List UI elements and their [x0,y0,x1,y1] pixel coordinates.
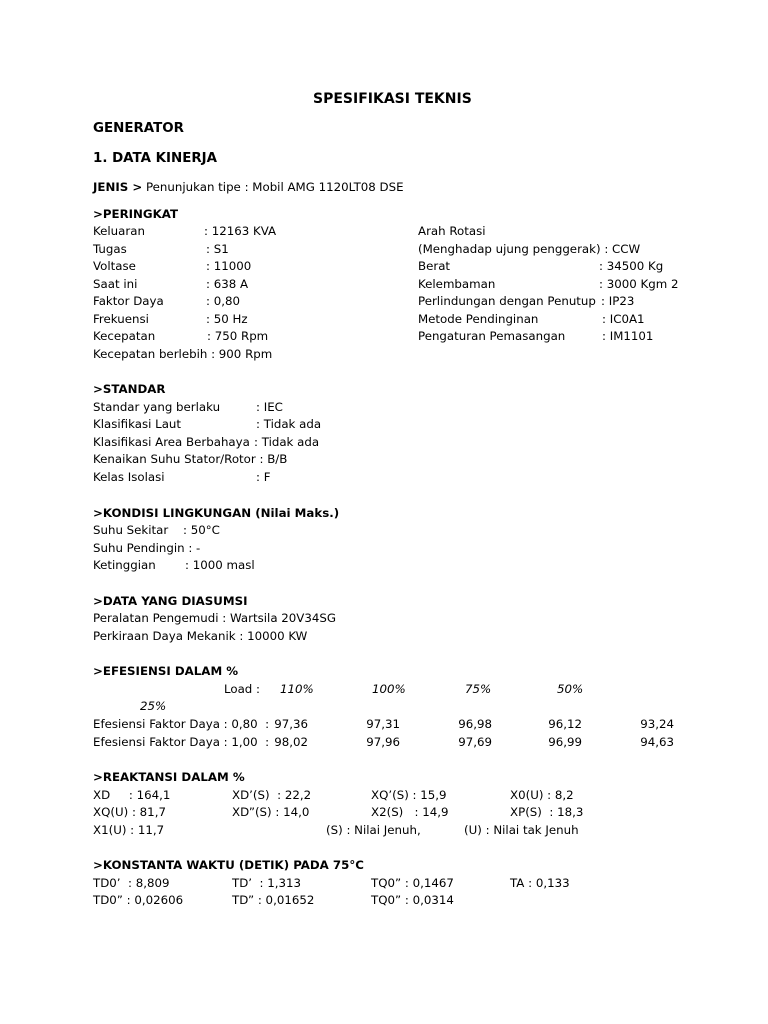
reaktansi-item: XD”(S) : 14,0 [232,805,310,819]
peringkat-right-label: Metode Pendinginan [418,312,539,326]
standar-label: Standar yang berlaku [93,400,221,414]
efisiensi-value: 97,96 [366,735,400,749]
diasumsi-row: Peralatan Pengemudi : Wartsila 20V34SG [93,611,337,625]
efisiensi-row-label: Efesiensi Faktor Daya : 0,80 : [93,717,270,731]
standar-label: Klasifikasi Laut [93,417,182,431]
efisiensi-value: 97,69 [458,735,492,749]
arah-rotasi: Arah Rotasi [418,224,486,238]
reaktansi-item: X1(U) : 11,7 [93,823,165,837]
peringkat-right-value: : IP23 [601,294,635,308]
peringkat-right-value: : 34500 Kg [599,259,664,273]
peringkat-label: Saat ini [93,277,138,291]
reaktansi-item: X0(U) : 8,2 [510,788,574,802]
kondisi-value: : 1000 masl [185,558,255,572]
kondisi-label: Suhu Pendingin : - [93,541,201,555]
peringkat-value: : S1 [206,242,229,256]
efisiensi-value: 96,12 [548,717,582,731]
kecepatan-berlebih: Kecepatan berlebih : 900 Rpm [93,347,273,361]
load-label: Load : [224,682,261,696]
peringkat-right-value: : IC0A1 [602,312,645,326]
jenis-value: Penunjukan tipe : Mobil AMG 1120LT08 DSE [142,180,404,194]
heading-data-kinerja: 1. DATA KINERJA [93,151,217,166]
efisiensi-value: 97,31 [366,717,400,731]
peringkat-right-value: : 3000 Kgm 2 [599,277,679,291]
peringkat-label: Tugas [93,242,127,256]
reaktansi-item: XD : 164,1 [93,788,171,802]
peringkat-value: : 750 Rpm [207,329,269,343]
peringkat-value: : 12163 KVA [204,224,277,238]
reaktansi-item: X2(S) : 14,9 [371,805,449,819]
standar-label: Kenaikan Suhu Stator/Rotor : B/B [93,452,288,466]
konstanta-item: TD’ : 1,313 [232,876,302,890]
efisiensi-value: 97,36 [274,717,308,731]
peringkat-label: Voltase [93,259,136,273]
konstanta-item: TQ0” : 0,1467 [371,876,454,890]
peringkat-value: : 0,80 [206,294,240,308]
standar-label: Klasifikasi Area Berbahaya [93,435,250,449]
reaktansi-item: XQ(U) : 81,7 [93,805,166,819]
document-title: SPESIFIKASI TEKNIS [313,91,472,107]
peringkat-right-label: Berat [418,259,451,273]
load-value: 75% [465,682,492,696]
peringkat-right-label: Pengaturan Pemasangan [418,329,566,343]
peringkat-label: Faktor Daya [93,294,164,308]
load-value: 110% [280,682,314,696]
standar-label: Kelas Isolasi [93,470,165,484]
konstanta-item: TQ0” : 0,0314 [371,893,454,907]
standar-value: : Tidak ada [254,435,320,449]
reaktansi-item: XD’(S) : 22,2 [232,788,312,802]
reaktansi-item: XQ’(S) : 15,9 [371,788,447,802]
efisiensi-value: 96,98 [458,717,492,731]
kondisi-value: : 50°C [183,523,220,537]
efisiensi-value: 96,99 [548,735,582,749]
reaktansi-heading: >REAKTANSI DALAM % [93,770,245,784]
efisiensi-heading: >EFESIENSI DALAM % [93,664,239,678]
peringkat-right-label: (Menghadap ujung penggerak) : CCW [418,242,641,256]
peringkat-label: Frekuensi [93,312,149,326]
konstanta-item: TD0’ : 8,809 [93,876,170,890]
load-value: 25% [140,699,167,713]
diasumsi-row: Perkiraan Daya Mekanik : 10000 KW [93,629,308,643]
efisiensi-value: 93,24 [640,717,674,731]
load-value: 100% [372,682,406,696]
efisiensi-value: 98,02 [274,735,308,749]
load-value: 50% [557,682,584,696]
diasumsi-heading: >DATA YANG DIASUMSI [93,594,248,608]
konstanta-heading: >KONSTANTA WAKTU (DETIK) PADA 75°C [93,858,364,872]
konstanta-item: TA : 0,133 [510,876,570,890]
reaktansi-note: (U) : Nilai tak Jenuh [464,823,579,837]
efisiensi-row-label: Efesiensi Faktor Daya : 1,00 : [93,735,270,749]
efisiensi-value: 94,63 [640,735,674,749]
standar-value: : IEC [256,400,283,414]
kondisi-label: Ketinggian [93,558,156,572]
kondisi-label: Suhu Sekitar [93,523,169,537]
jenis-line [93,180,404,194]
peringkat-right-label: Perlindungan dengan Penutup [418,294,596,308]
kondisi-heading: >KONDISI LINGKUNGAN (Nilai Maks.) [93,506,340,520]
reaktansi-note: (S) : Nilai Jenuh, [326,823,421,837]
peringkat-label: Keluaran [93,224,145,238]
reaktansi-item: XP(S) : 18,3 [510,805,584,819]
peringkat-value: : 50 Hz [206,312,248,326]
konstanta-item: TD” : 0,01652 [232,893,315,907]
peringkat-right-value: : IM1101 [602,329,654,343]
jenis-label: JENIS > [93,180,143,194]
standar-heading: >STANDAR [93,382,166,396]
peringkat-value: : 638 A [206,277,249,291]
peringkat-label: Kecepatan [93,329,156,343]
standar-value: : Tidak ada [256,417,322,431]
heading-generator: GENERATOR [93,121,184,136]
peringkat-right-label: Kelembaman [418,277,496,291]
peringkat-value: : 11000 [206,259,252,273]
peringkat-heading: >PERINGKAT [93,207,179,221]
konstanta-item: TD0” : 0,02606 [93,893,184,907]
standar-value: : F [256,470,271,484]
